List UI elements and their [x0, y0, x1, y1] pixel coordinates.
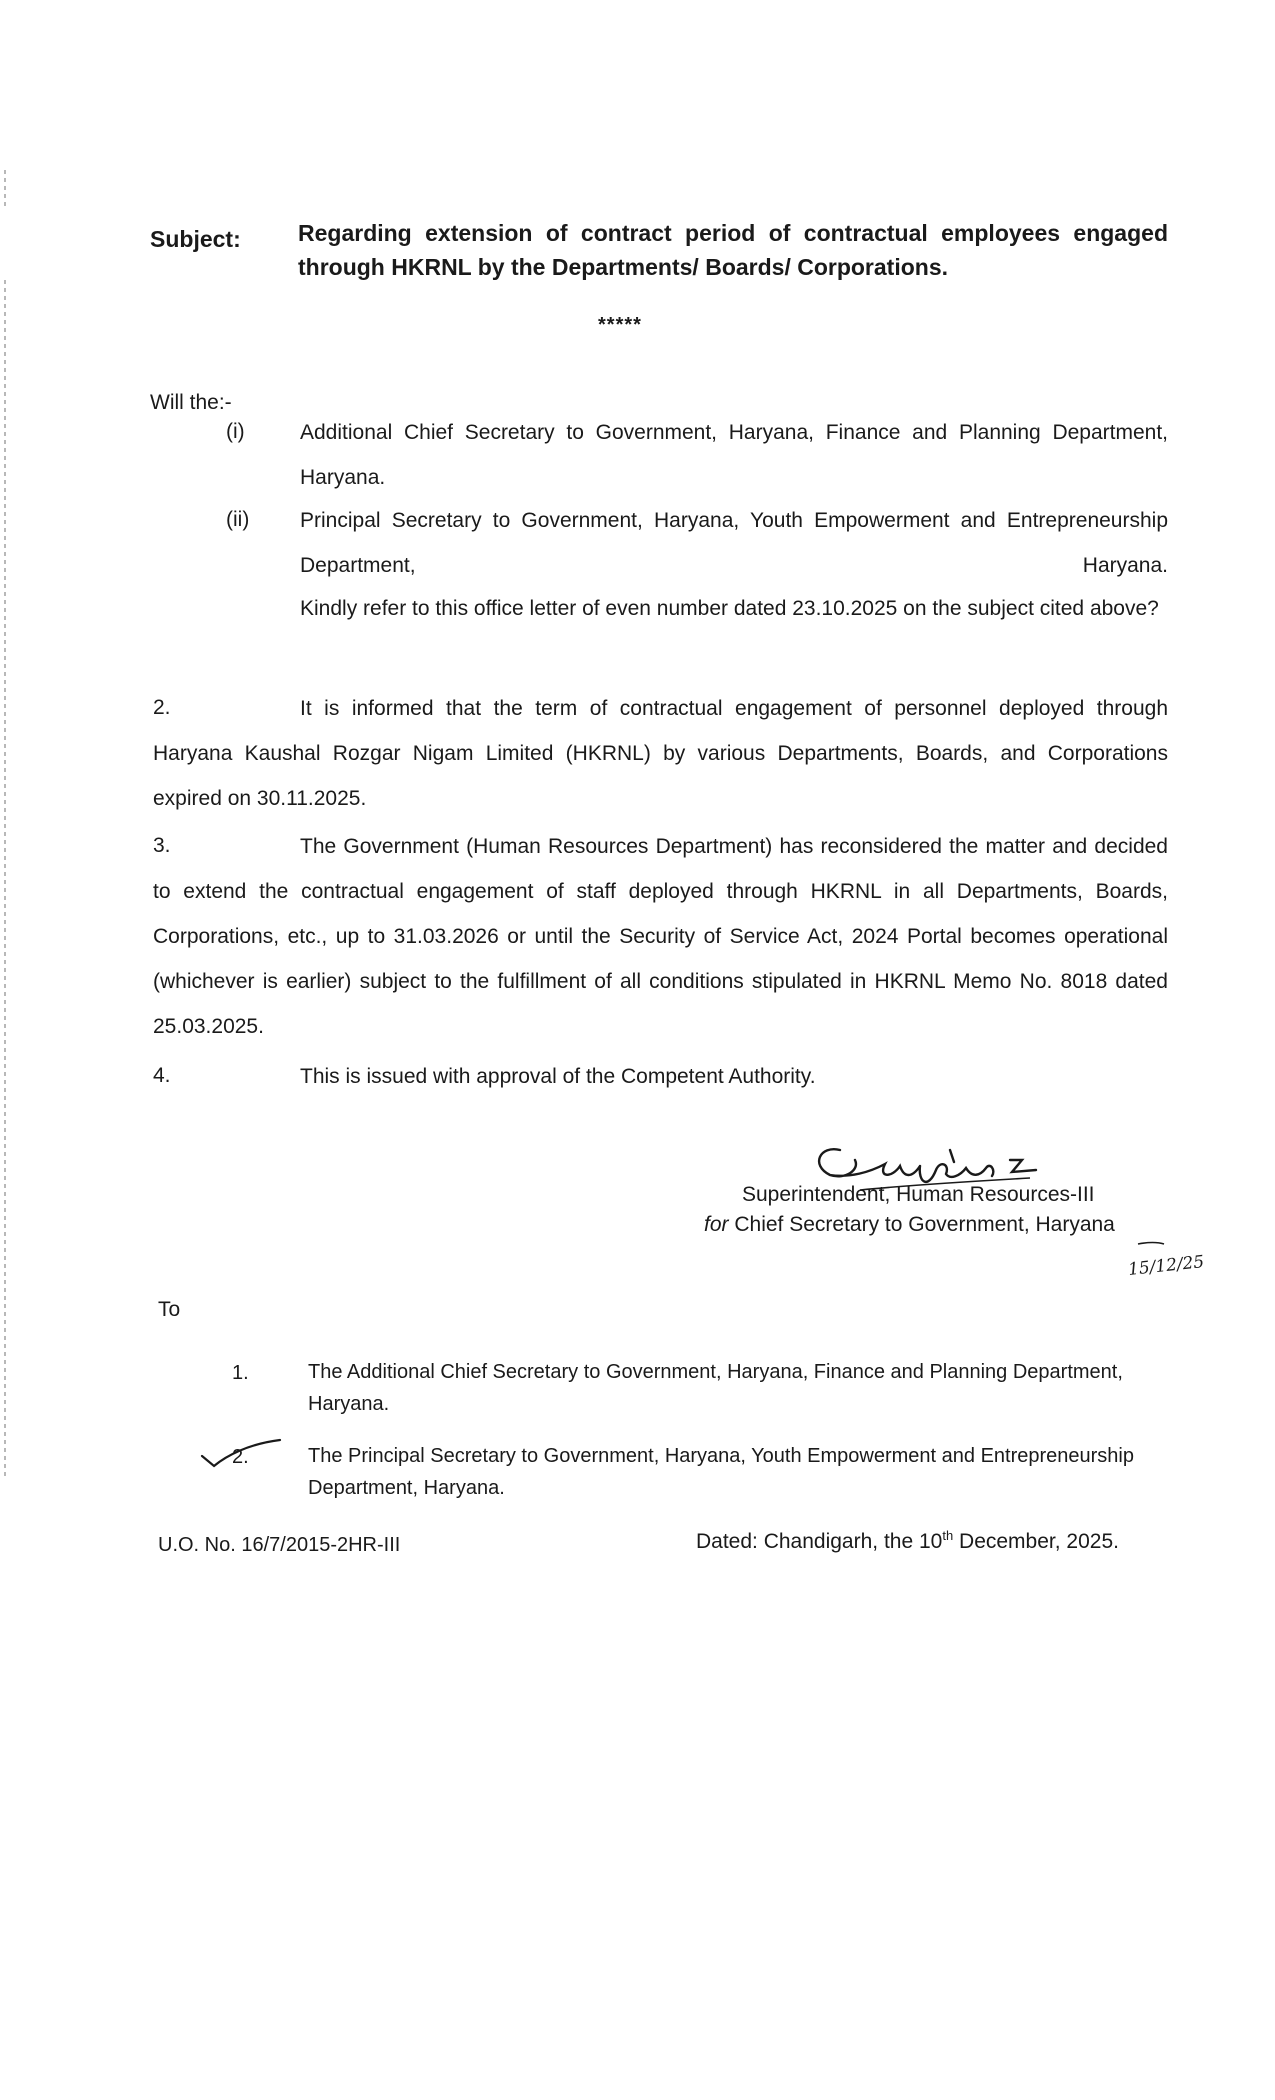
distribution-text: The Additional Chief Secretary to Government, Haryana, Finance and Planning Department, Haryana. [308, 1361, 1123, 1415]
subject-label: Subject: [150, 226, 241, 252]
separator-stars: ***** [598, 314, 642, 336]
paragraph-text: This is issued with approval of the Competent Authority. [300, 1065, 816, 1088]
distribution-label: To [158, 1298, 181, 1321]
uo-number: U.O. No. 16/7/2015-2HR-III [158, 1534, 401, 1556]
paragraph-number: 4. [153, 1064, 171, 1087]
paragraph-text: The Government (Human Resources Department) has reconsidered the matter and decided to extend the contractual engagement of staff deployed through HKRNL in all Departments, Boards, Corporations, etc., up to 31.03.2026 or until the Security of Service Act, 2024 Portal becomes operational (whichever is earlier) subject to the fulfillment of all conditions stipulated in HKRNL Memo No. 8018 dated 25.03.2025. [153, 835, 1168, 1038]
signatory-on-behalf [704, 1210, 1160, 1240]
dated-prefix: Dated: Chandigarh, the 10 [696, 1530, 943, 1553]
addressee-text: Additional Chief Secretary to Government, Haryana, Finance and Planning Department, Haryana. [300, 421, 1168, 489]
signatory-designation: Superintendent, Human Resources-III [742, 1183, 1095, 1206]
dated-line [696, 1528, 1119, 1554]
scan-edge-marks [4, 280, 6, 1480]
addressee-number: (ii) [226, 508, 250, 531]
handwritten-date: 15/12/25 [1127, 1252, 1206, 1280]
addressee-text: Principal Secretary to Government, Haryana, Youth Empowerment and Entrepreneurship Department, Haryana. [300, 509, 1168, 577]
addressee-number: (i) [226, 420, 245, 443]
scan-edge-marks [4, 170, 6, 210]
addressee-intro: Will the:- [150, 391, 232, 414]
on-behalf-text: Chief Secretary to Government, Haryana [734, 1213, 1115, 1236]
paragraph-number: 2. [153, 696, 171, 719]
paragraph-number: 3. [153, 834, 171, 857]
for-word: for [704, 1213, 729, 1236]
dated-suffix: December, 2025. [953, 1530, 1119, 1553]
dated-ordinal: th [942, 1528, 954, 1543]
check-mark-icon [196, 1434, 286, 1474]
subject-text: Regarding extension of contract period of contractual employees engaged through HKRNL by the Departments/ Boards/ Corporations. [298, 220, 1168, 280]
paragraph-text: It is informed that the term of contractual engagement of personnel deployed through Haryana Kaushal Rozgar Nigam Limited (HKRNL) by various Departments, Boards, and Corporations expired on 30.11.2025. [153, 697, 1168, 810]
distribution-number: 2. [232, 1446, 249, 1468]
distribution-number: 1. [232, 1362, 249, 1384]
reference-request: Kindly refer to this office letter of even number dated 23.10.2025 on the subject cited above? [300, 597, 1159, 620]
signature-block [704, 1180, 1160, 1240]
distribution-text: The Principal Secretary to Government, Haryana, Youth Empowerment and Entrepreneurship Department, Haryana. [308, 1445, 1134, 1499]
